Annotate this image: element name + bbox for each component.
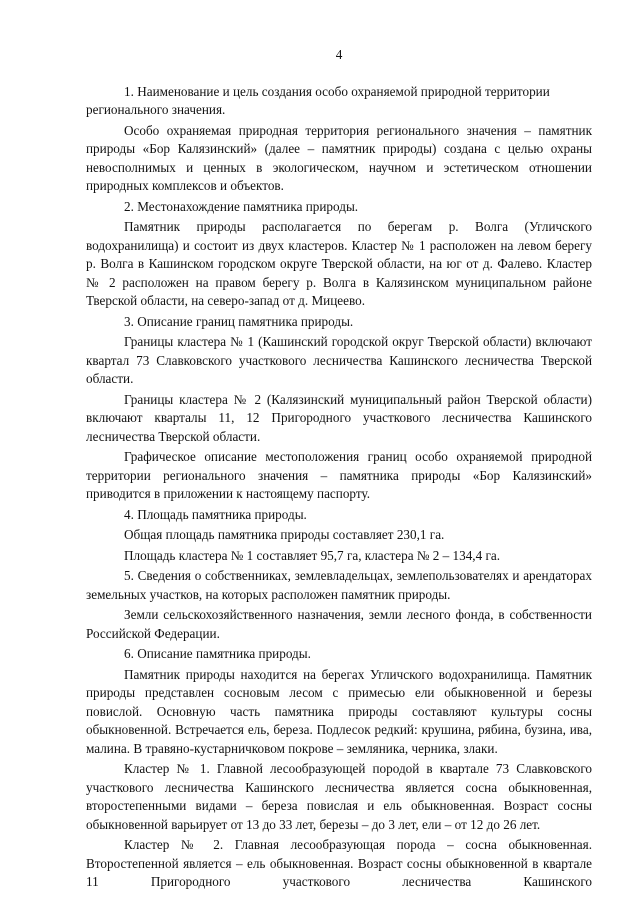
section-4-total-area: Общая площадь памятника природы составляет 230,1 га.: [124, 527, 445, 542]
section-3-heading: 3. Описание границ памятника природы.: [124, 313, 354, 329]
section-6-cluster-1: Кластер № 1. Главной лесообразующей породой в квартале 73 Славковского участкового лесничества Кашинского лесничества является сосна обыкновенная, второстепенными видами – береза повислая и ель обыкновенная. Возраст сосны обыкновенной варьирует от 13 до 33 лет, березы – до 3 лет, ели – от 12 до 26 лет.: [86, 761, 592, 832]
section-5-heading: 5. Сведения о собственниках, землевладельцах, землепользователях и арендаторах земельных участков, на которых расположен памятник природы.: [86, 568, 592, 602]
section-1-heading: 1. Наименование и цель создания особо охраняемой природной территории регионального значения.: [86, 83, 550, 117]
section-2-heading: 2. Местонахождение памятника природы.: [124, 198, 359, 214]
section-3-cluster-1: Границы кластера № 1 (Кашинский городской округ Тверской области) включают квартал 73 Славковского участкового лесничества Кашинского лесничества Тверской области.: [86, 334, 592, 386]
section-3-cluster-2: Границы кластера № 2 (Калязинский муниципальный район Тверской области) включают кварталы 11, 12 Пригородного участкового лесничества Кашинского лесничества Тверской области.: [86, 391, 592, 444]
section-4-heading: 4. Площадь памятника природы.: [124, 506, 307, 522]
page-number: 4: [335, 47, 343, 62]
section-2-body: Памятник природы располагается по берегам р. Волга (Угличского водохранилища) и состоит из двух кластеров. Кластер № 1 расположен на левом берегу р. Волга в Кашинском городском округе Тверской области, на юг от д. Фалево. Кластер № 2 расположен на правом берегу р. Волга в Калязинском муниципальном районе Тверской области, на северо-запад от д. Мицеево.: [86, 219, 592, 308]
section-5-body: Земли сельскохозяйственного назначения, земли лесного фонда, в собственности Российской Федерации.: [86, 607, 592, 641]
section-6-heading: 6. Описание памятника природы.: [124, 646, 311, 661]
section-6-body: Памятник природы находится на берегах Угличского водохранилища. Памятник природы представлен сосновым лесом с примесью ели обыкновенной и березы повислой. Основную часть памятника природы составляют культуры сосны обыкновенной. Встречается ель, береза. Подлесок редкий: крушина, рябина, бузина, ива, малина. В травяно-кустарничковом покрове – земляника, черника, злаки.: [86, 666, 592, 756]
section-4-cluster-areas: Площадь кластера № 1 составляет 95,7 га, кластера № 2 – 134,4 га.: [124, 547, 501, 563]
section-1-body: Особо охраняемая природная территория регионального значения – памятник природы «Бор Калязинский» (далее – памятник природы) создана с целью охраны невосполнимых и ценных в экологическом, научном и эстетическом отношении природных комплексов и объектов.: [86, 122, 592, 193]
section-6-cluster-2: Кластер № 2. Главная лесообразующая порода – сосна обыкновенная. Второстепенной является – ель обыкновенная. Возраст сосны обыкновенной в квартале 11 Пригородного участкового лесничества Кашинского: [86, 837, 592, 889]
section-3-graphic-description: Графическое описание местоположения границ особо охраняемой природной территории регионального значения – памятника природы «Бор Калязинский» приводится в приложении к настоящему паспорту.: [86, 449, 592, 501]
